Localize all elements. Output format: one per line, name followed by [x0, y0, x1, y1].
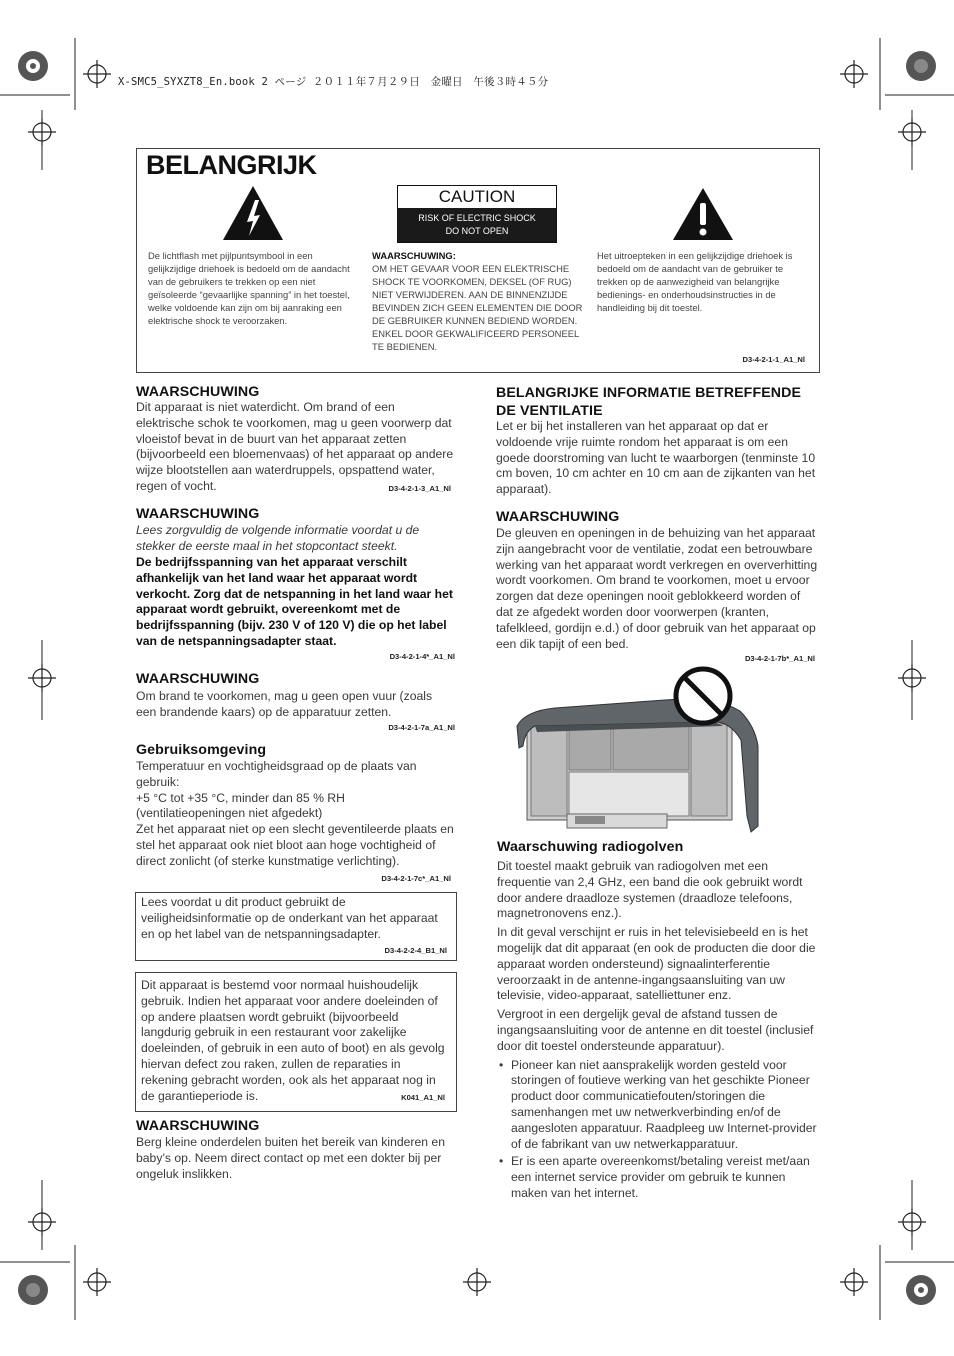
ref-code: D3-4-2-1-7b*_A1_Nl — [744, 654, 815, 663]
section-bold-text: De bedrijfsspanning van het apparaat verschilt afhankelijk van het land waar het apparaat wordt verkocht. Zorg dat de netspanning in het land waar het apparaat wordt gebruikt, overeenkomt met de bedrijfsspanning (bijv. 230 V of 120 V) die op het label van de netspanningsadapter staat. — [136, 555, 453, 648]
ref-code: D3-4-2-1-4*_A1_Nl — [389, 652, 455, 661]
ref-code: K041_A1_Nl — [401, 1093, 445, 1102]
radio-paragraph-1: Dit toestel maakt gebruik van radiogolven met een frequentie van 2,4 GHz, een band die ook gebruikt wordt door andere draadloze systemen (draadloze telefoons, magnetronovens enz.). — [497, 859, 803, 921]
env-line1: Temperatuur en vochtigheidsgraad op de plaats van gebruik: — [136, 759, 417, 789]
exclamation-description: Het uitroepteken in een gelijkzijdige driehoek is bedoeld om de aandacht van de gebruiker te trekken op de aanwezigheid van belangrijke bedienings- en onderhoudsinstructies in de handleiding bij dit toestel. — [597, 250, 793, 313]
ref-code: D3-4-2-2-4_B1_Nl — [384, 946, 447, 955]
section-text: Let er bij het installeren van het apparaat op dat er voldoende vrije ruimte rondom het apparaat is om een goede doorstroming van lucht te waarborgen (tenminste 10 cm boven, 10 cm achter en 10 cm aan de zijkanten van het apparaat). — [496, 419, 816, 497]
section-heading: WAARSCHUWING — [136, 671, 260, 687]
lightning-description: De lichtflash met pijlpuntsymbool in een gelijkzijdige driehoek is bedoeld om de aandacht van de gebruikers te trekken op een niet geïsoleerde “gevaarlijke spanning” in het toestel, welke voldoende kan zijn om bij aanraking een elektrische shock te veroorzaken. — [148, 250, 350, 326]
radio-paragraph-2: In dit geval verschijnt er ruis in het televisiebeeld en is het mogelijk dat dit apparaat (en ook de producten die door die apparaat worden ondersteund) signaalinterferentie veroorzaakt in de antenne-ingangsaansluiting van uw televisie, video-apparaat, satelliettuner enz. — [497, 925, 816, 1003]
section-heading: WAARSCHUWING — [136, 506, 260, 522]
caution-label — [397, 185, 557, 243]
section-text: De gleuven en openingen in de behuizing van het apparaat zijn aangebracht voor de ventilatie, zodat een betrouwbare werking van het apparaat wordt verkregen en oververhitting wordt voorkomen. Om brand te voorkomen, moet u ervoor zorgen dat deze openingen nooit geblokkeerd worden of dat ze afgedekt worden door voorwerpen (kranten, tafelkleed, gordijn e.d.) of door gebruik van het apparaat op een dik tapijt of een bed. — [496, 526, 818, 651]
section-heading: WAARSCHUWING — [136, 1118, 260, 1134]
print-header: X-SMC5_SYXZT8_En.book 2 ページ ２０１１年７月２９日 金曜日 午後３時４５分 — [118, 76, 549, 88]
lightning-warning-icon — [221, 184, 285, 242]
center-warning-text: OM HET GEVAAR VOOR EEN ELEKTRISCHE SHOCK TE VOORKOMEN, DEKSEL (OF RUG) NIET VERWIJDEREN. AAN DE BINNENZIJDE BEVINDEN ZICH GEEN ELEMENTEN DIE DOOR DE GEBRUIKER KUNNEN BEDIEND WORDEN. ENKEL DOOR GEKWALIFICEERD PERSONEEL TE BEDIENEN. — [372, 263, 583, 352]
ref-code: D3-4-2-1-7c*_A1_Nl — [381, 874, 451, 883]
section-heading: Gebruiksomgeving — [136, 742, 267, 758]
section-heading: BELANGRIJKE INFORMATIE BETREFFENDE DE VENTILATIE — [496, 385, 802, 419]
section-heading: WAARSCHUWING — [496, 509, 620, 525]
section-heading: Waarschuwing radiogolven — [497, 839, 684, 855]
section-text: Berg kleine onderdelen buiten het bereik van kinderen en baby’s op. Neem direct contact op met een dokter bij per ongeluk inslikken. — [136, 1135, 445, 1181]
env-line3: Zet het apparaat niet op een slecht geventileerde plaats en stel het apparaat ook niet bloot aan hoge vochtigheid of direct zonlicht (of sterke kunstmatige verlichting). — [136, 822, 454, 868]
covered-device-illustration — [515, 666, 760, 836]
section-italic: Lees zorgvuldig de volgende informatie voordat u de stekker de eerste maal in het stopcontact steekt. — [136, 523, 420, 553]
page-title: BELANGRIJK — [146, 150, 317, 180]
caution-title: CAUTION — [438, 187, 516, 206]
list-item: • Er is een aparte overeenkomst/betaling vereist met/aan een internet service provider om gebruik te kunnen maken van het internet. — [497, 1154, 819, 1201]
ref-code: D3-4-2-1-7a_A1_Nl — [388, 723, 455, 732]
ref-code: D3-4-2-1-1_A1_Nl — [742, 355, 805, 364]
section-text: Om brand te voorkomen, mag u geen open vuur (zoals een brandende kaars) op de apparatuur zetten. — [136, 689, 433, 719]
env-line2: +5 °C tot +35 °C, minder dan 85 % RH (ventilatieopeningen niet afgedekt) — [136, 790, 345, 821]
caution-sub2: DO NOT OPEN — [445, 225, 509, 236]
radio-paragraph-3: Vergroot in een dergelijk geval de afstand tussen de ingangsaansluiting voor de antenne en dit toestel (inclusief door dit toestel ondersteunde apparatuur). — [497, 1007, 814, 1053]
list-item: • Pioneer kan niet aansprakelijk worden gesteld voor storingen of foutieve werking van het geschikte Pioneer product door communicatiefouten/storingen die samenhangen met uw netwerkverbinding en/of de aangesloten apparatuur. Raadpleeg uw Internet-provider of de fabrikant van uw netwerkapparatuur. — [497, 1058, 819, 1153]
notice-text: Dit apparaat is bestemd voor normaal huishoudelijk gebruik. Indien het apparaat voor andere doeleinden of op andere plaatsen wordt gebruikt (bijvoorbeeld langdurig gebruik in een restaurant voor zakelijke doeleinden, of gebruik in een auto of boot) en als gevolg hiervan defect zou raken, zullen de reparaties in rekening gebracht worden, ook als het apparaat nog in de garantieperiode is. — [141, 978, 445, 1103]
center-warning-heading: WAARSCHUWING: — [372, 250, 456, 261]
section-text: Dit apparaat is niet waterdicht. Om brand of een elektrische schok te voorkomen, mag u geen voorwerp dat vloeistof bevat in de buurt van het apparaat zetten (bijvoorbeeld een bloemenvaas) of het apparaat op andere wijze blootstellen aan waterdruppels, opspattend water, regen of vocht. — [136, 400, 454, 493]
ref-code: D3-4-2-1-3_A1_Nl — [388, 484, 451, 493]
caution-sub1: RISK OF ELECTRIC SHOCK — [418, 213, 536, 223]
section-heading: WAARSCHUWING — [136, 384, 260, 400]
exclamation-warning-icon — [671, 186, 735, 242]
notice-text: Lees voordat u dit product gebruikt de veiligheidsinformatie op de onderkant van het apparaat en op het label van de netspanningsadapter. — [141, 895, 438, 941]
